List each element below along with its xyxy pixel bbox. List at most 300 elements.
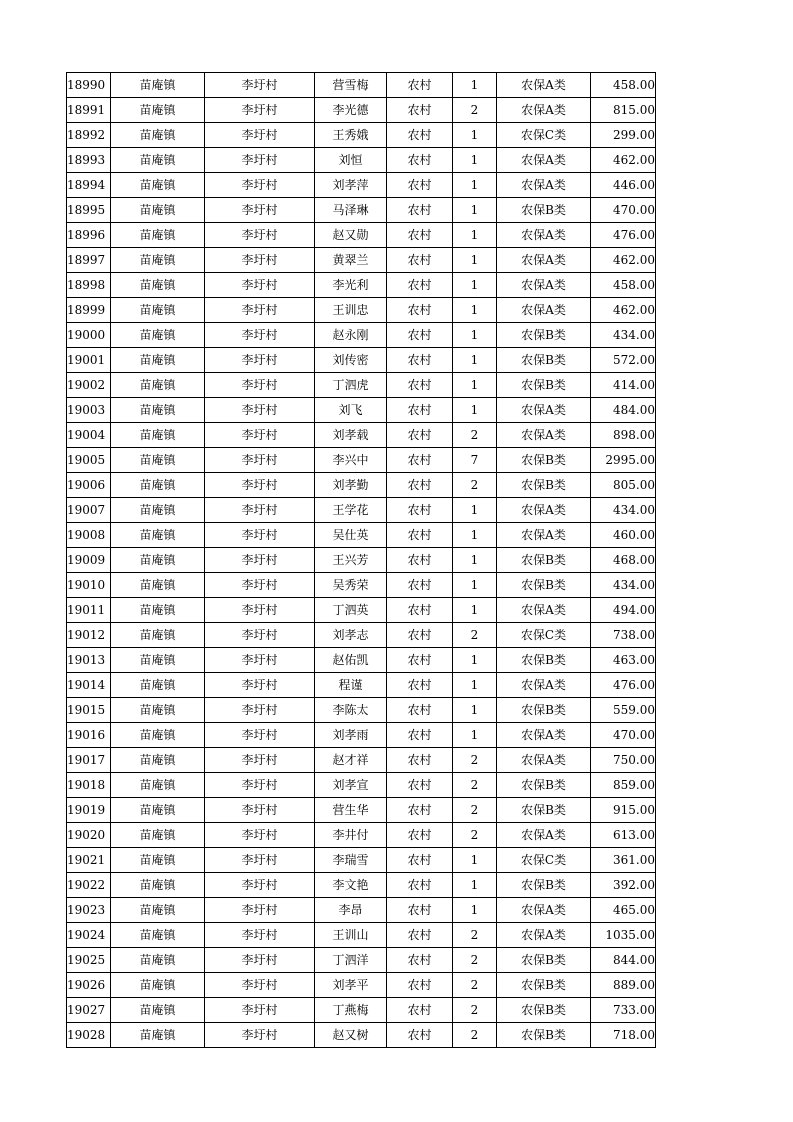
person-name-cell: 刘孝宣 — [315, 773, 387, 798]
household-type-cell: 农村 — [387, 873, 453, 898]
record-id-cell: 19001 — [67, 348, 111, 373]
person-name-cell: 赵才祥 — [315, 748, 387, 773]
person-name-cell: 刘孝志 — [315, 623, 387, 648]
table-row — [67, 773, 656, 798]
amount-cell: 898.00 — [591, 423, 656, 448]
village-cell: 李圩村 — [205, 748, 315, 773]
town-cell: 苗庵镇 — [111, 648, 205, 673]
household-type-cell: 农村 — [387, 798, 453, 823]
amount-cell: 844.00 — [591, 948, 656, 973]
town-cell: 苗庵镇 — [111, 248, 205, 273]
household-type-cell: 农村 — [387, 973, 453, 998]
town-cell: 苗庵镇 — [111, 348, 205, 373]
village-cell: 李圩村 — [205, 123, 315, 148]
record-id-cell: 18998 — [67, 273, 111, 298]
person-count-cell: 1 — [453, 648, 497, 673]
village-cell: 李圩村 — [205, 373, 315, 398]
village-cell: 李圩村 — [205, 498, 315, 523]
table-row — [67, 998, 656, 1023]
person-count-cell: 1 — [453, 273, 497, 298]
town-cell: 苗庵镇 — [111, 448, 205, 473]
person-name-cell: 刘传密 — [315, 348, 387, 373]
household-type-cell: 农村 — [387, 223, 453, 248]
record-id-cell: 19020 — [67, 823, 111, 848]
insurance-category-cell: 农保A类 — [497, 148, 591, 173]
record-id-cell: 19016 — [67, 723, 111, 748]
person-name-cell: 李陈太 — [315, 698, 387, 723]
person-name-cell: 李文艳 — [315, 873, 387, 898]
person-name-cell: 丁燕梅 — [315, 998, 387, 1023]
insurance-category-cell: 农保B类 — [497, 698, 591, 723]
insurance-category-cell: 农保B类 — [497, 323, 591, 348]
insurance-category-cell: 农保A类 — [497, 398, 591, 423]
record-id-cell: 19026 — [67, 973, 111, 998]
town-cell: 苗庵镇 — [111, 273, 205, 298]
household-type-cell: 农村 — [387, 123, 453, 148]
person-name-cell: 王学花 — [315, 498, 387, 523]
village-cell: 李圩村 — [205, 298, 315, 323]
household-type-cell: 农村 — [387, 573, 453, 598]
household-type-cell: 农村 — [387, 823, 453, 848]
household-type-cell: 农村 — [387, 473, 453, 498]
town-cell: 苗庵镇 — [111, 73, 205, 98]
person-count-cell: 2 — [453, 998, 497, 1023]
table-row — [67, 573, 656, 598]
person-count-cell: 1 — [453, 898, 497, 923]
town-cell: 苗庵镇 — [111, 173, 205, 198]
insurance-category-cell: 农保B类 — [497, 573, 591, 598]
person-name-cell: 李兴中 — [315, 448, 387, 473]
record-id-cell: 18996 — [67, 223, 111, 248]
table-row — [67, 873, 656, 898]
person-name-cell: 王秀娥 — [315, 123, 387, 148]
person-name-cell: 李昂 — [315, 898, 387, 923]
person-name-cell: 王训忠 — [315, 298, 387, 323]
town-cell: 苗庵镇 — [111, 673, 205, 698]
amount-cell: 559.00 — [591, 698, 656, 723]
household-type-cell: 农村 — [387, 398, 453, 423]
person-count-cell: 1 — [453, 848, 497, 873]
person-count-cell: 2 — [453, 798, 497, 823]
person-count-cell: 2 — [453, 823, 497, 848]
insurance-category-cell: 农保B类 — [497, 948, 591, 973]
insurance-category-cell: 农保C类 — [497, 123, 591, 148]
town-cell: 苗庵镇 — [111, 998, 205, 1023]
person-count-cell: 1 — [453, 548, 497, 573]
household-type-cell: 农村 — [387, 423, 453, 448]
person-count-cell: 1 — [453, 198, 497, 223]
person-name-cell: 赵永刚 — [315, 323, 387, 348]
household-type-cell: 农村 — [387, 448, 453, 473]
amount-cell: 2995.00 — [591, 448, 656, 473]
person-count-cell: 1 — [453, 323, 497, 348]
table-row — [67, 173, 656, 198]
person-count-cell: 1 — [453, 598, 497, 623]
person-name-cell: 黄翠兰 — [315, 248, 387, 273]
person-name-cell: 营雪梅 — [315, 73, 387, 98]
village-cell: 李圩村 — [205, 1023, 315, 1048]
record-id-cell: 19010 — [67, 573, 111, 598]
amount-cell: 462.00 — [591, 298, 656, 323]
person-name-cell: 马泽琳 — [315, 198, 387, 223]
insurance-category-cell: 农保A类 — [497, 248, 591, 273]
record-id-cell: 19007 — [67, 498, 111, 523]
amount-cell: 750.00 — [591, 748, 656, 773]
household-type-cell: 农村 — [387, 98, 453, 123]
village-cell: 李圩村 — [205, 523, 315, 548]
person-count-cell: 1 — [453, 373, 497, 398]
town-cell: 苗庵镇 — [111, 223, 205, 248]
person-name-cell: 吴秀荣 — [315, 573, 387, 598]
village-cell: 李圩村 — [205, 898, 315, 923]
town-cell: 苗庵镇 — [111, 323, 205, 348]
record-id-cell: 19023 — [67, 898, 111, 923]
person-name-cell: 赵又勋 — [315, 223, 387, 248]
village-cell: 李圩村 — [205, 473, 315, 498]
table-row — [67, 123, 656, 148]
amount-cell: 414.00 — [591, 373, 656, 398]
village-cell: 李圩村 — [205, 848, 315, 873]
household-type-cell: 农村 — [387, 948, 453, 973]
village-cell: 李圩村 — [205, 948, 315, 973]
person-count-cell: 2 — [453, 473, 497, 498]
insurance-category-cell: 农保B类 — [497, 648, 591, 673]
insurance-category-cell: 农保A类 — [497, 748, 591, 773]
village-cell: 李圩村 — [205, 423, 315, 448]
village-cell: 李圩村 — [205, 323, 315, 348]
record-id-cell: 19002 — [67, 373, 111, 398]
amount-cell: 1035.00 — [591, 923, 656, 948]
person-count-cell: 2 — [453, 973, 497, 998]
household-type-cell: 农村 — [387, 673, 453, 698]
town-cell: 苗庵镇 — [111, 898, 205, 923]
record-id-cell: 18995 — [67, 198, 111, 223]
person-name-cell: 李瑞雪 — [315, 848, 387, 873]
table-row — [67, 448, 656, 473]
village-cell: 李圩村 — [205, 873, 315, 898]
person-name-cell: 营生华 — [315, 798, 387, 823]
village-cell: 李圩村 — [205, 548, 315, 573]
insurance-category-cell: 农保A类 — [497, 523, 591, 548]
record-id-cell: 19006 — [67, 473, 111, 498]
amount-cell: 613.00 — [591, 823, 656, 848]
insurance-category-cell: 农保A类 — [497, 923, 591, 948]
insurance-category-cell: 农保C类 — [497, 848, 591, 873]
record-id-cell: 19017 — [67, 748, 111, 773]
amount-cell: 458.00 — [591, 73, 656, 98]
insurance-category-cell: 农保A类 — [497, 73, 591, 98]
person-name-cell: 刘恒 — [315, 148, 387, 173]
amount-cell: 465.00 — [591, 898, 656, 923]
insurance-category-cell: 农保A类 — [497, 223, 591, 248]
village-cell: 李圩村 — [205, 723, 315, 748]
person-name-cell: 吴仕英 — [315, 523, 387, 548]
town-cell: 苗庵镇 — [111, 123, 205, 148]
record-id-cell: 18999 — [67, 298, 111, 323]
person-name-cell: 刘孝萍 — [315, 173, 387, 198]
household-type-cell: 农村 — [387, 73, 453, 98]
person-count-cell: 1 — [453, 148, 497, 173]
amount-cell: 738.00 — [591, 623, 656, 648]
town-cell: 苗庵镇 — [111, 373, 205, 398]
village-cell: 李圩村 — [205, 348, 315, 373]
person-count-cell: 1 — [453, 673, 497, 698]
record-id-cell: 19015 — [67, 698, 111, 723]
insurance-category-cell: 农保A类 — [497, 298, 591, 323]
amount-cell: 733.00 — [591, 998, 656, 1023]
insurance-category-cell: 农保B类 — [497, 773, 591, 798]
table-row — [67, 623, 656, 648]
town-cell: 苗庵镇 — [111, 398, 205, 423]
table-row — [67, 73, 656, 98]
town-cell: 苗庵镇 — [111, 748, 205, 773]
amount-cell: 434.00 — [591, 323, 656, 348]
amount-cell: 468.00 — [591, 548, 656, 573]
town-cell: 苗庵镇 — [111, 923, 205, 948]
village-cell: 李圩村 — [205, 398, 315, 423]
household-type-cell: 农村 — [387, 373, 453, 398]
person-count-cell: 1 — [453, 498, 497, 523]
table-row — [67, 398, 656, 423]
household-type-cell: 农村 — [387, 723, 453, 748]
table-row — [67, 798, 656, 823]
insurance-category-cell: 农保A类 — [497, 598, 591, 623]
household-type-cell: 农村 — [387, 623, 453, 648]
town-cell: 苗庵镇 — [111, 723, 205, 748]
household-type-cell: 农村 — [387, 523, 453, 548]
table-row — [67, 298, 656, 323]
table-row — [67, 848, 656, 873]
record-id-cell: 19011 — [67, 598, 111, 623]
household-type-cell: 农村 — [387, 548, 453, 573]
amount-cell: 446.00 — [591, 173, 656, 198]
village-cell: 李圩村 — [205, 798, 315, 823]
person-count-cell: 1 — [453, 248, 497, 273]
person-name-cell: 丁泗虎 — [315, 373, 387, 398]
insurance-category-cell: 农保B类 — [497, 798, 591, 823]
town-cell: 苗庵镇 — [111, 823, 205, 848]
household-type-cell: 农村 — [387, 748, 453, 773]
table-row — [67, 598, 656, 623]
person-count-cell: 1 — [453, 698, 497, 723]
amount-cell: 889.00 — [591, 973, 656, 998]
amount-cell: 460.00 — [591, 523, 656, 548]
record-id-cell: 19025 — [67, 948, 111, 973]
town-cell: 苗庵镇 — [111, 198, 205, 223]
household-type-cell: 农村 — [387, 1023, 453, 1048]
table-row — [67, 1023, 656, 1048]
town-cell: 苗庵镇 — [111, 98, 205, 123]
town-cell: 苗庵镇 — [111, 873, 205, 898]
table-row — [67, 273, 656, 298]
town-cell: 苗庵镇 — [111, 148, 205, 173]
insurance-category-cell: 农保C类 — [497, 623, 591, 648]
person-count-cell: 1 — [453, 298, 497, 323]
town-cell: 苗庵镇 — [111, 973, 205, 998]
village-cell: 李圩村 — [205, 998, 315, 1023]
person-count-cell: 2 — [453, 623, 497, 648]
town-cell: 苗庵镇 — [111, 598, 205, 623]
village-cell: 李圩村 — [205, 573, 315, 598]
amount-cell: 299.00 — [591, 123, 656, 148]
household-type-cell: 农村 — [387, 773, 453, 798]
amount-cell: 361.00 — [591, 848, 656, 873]
household-type-cell: 农村 — [387, 923, 453, 948]
insurance-category-cell: 农保B类 — [497, 1023, 591, 1048]
table-row — [67, 723, 656, 748]
table-row — [67, 198, 656, 223]
household-type-cell: 农村 — [387, 598, 453, 623]
table-row — [67, 923, 656, 948]
person-name-cell: 赵又树 — [315, 1023, 387, 1048]
town-cell: 苗庵镇 — [111, 798, 205, 823]
person-name-cell: 程谨 — [315, 673, 387, 698]
person-name-cell: 刘孝载 — [315, 423, 387, 448]
insurance-category-cell: 农保B类 — [497, 973, 591, 998]
person-name-cell: 刘孝勤 — [315, 473, 387, 498]
record-id-cell: 19003 — [67, 398, 111, 423]
amount-cell: 458.00 — [591, 273, 656, 298]
person-count-cell: 2 — [453, 773, 497, 798]
town-cell: 苗庵镇 — [111, 948, 205, 973]
table-row — [67, 498, 656, 523]
record-id-cell: 18997 — [67, 248, 111, 273]
table-row — [67, 948, 656, 973]
table-row — [67, 473, 656, 498]
person-name-cell: 刘孝平 — [315, 973, 387, 998]
town-cell: 苗庵镇 — [111, 548, 205, 573]
person-count-cell: 1 — [453, 173, 497, 198]
record-id-cell: 19027 — [67, 998, 111, 1023]
person-name-cell: 丁泗洋 — [315, 948, 387, 973]
table-row — [67, 973, 656, 998]
household-type-cell: 农村 — [387, 198, 453, 223]
village-cell: 李圩村 — [205, 73, 315, 98]
table-row — [67, 698, 656, 723]
table-row — [67, 523, 656, 548]
record-id-cell: 19000 — [67, 323, 111, 348]
amount-cell: 434.00 — [591, 498, 656, 523]
table-row — [67, 673, 656, 698]
amount-cell: 392.00 — [591, 873, 656, 898]
table-row — [67, 98, 656, 123]
amount-cell: 462.00 — [591, 248, 656, 273]
amount-cell: 470.00 — [591, 198, 656, 223]
record-id-cell: 18993 — [67, 148, 111, 173]
record-id-cell: 19012 — [67, 623, 111, 648]
amount-cell: 859.00 — [591, 773, 656, 798]
record-id-cell: 19028 — [67, 1023, 111, 1048]
person-name-cell: 丁泗英 — [315, 598, 387, 623]
household-type-cell: 农村 — [387, 148, 453, 173]
table-row — [67, 148, 656, 173]
person-count-cell: 1 — [453, 123, 497, 148]
person-name-cell: 王兴芳 — [315, 548, 387, 573]
record-id-cell: 19004 — [67, 423, 111, 448]
person-count-cell: 2 — [453, 98, 497, 123]
household-type-cell: 农村 — [387, 498, 453, 523]
records-table — [66, 72, 656, 1048]
insurance-category-cell: 农保B类 — [497, 473, 591, 498]
table-row — [67, 748, 656, 773]
person-count-cell: 1 — [453, 398, 497, 423]
insurance-category-cell: 农保A类 — [497, 673, 591, 698]
table-row — [67, 648, 656, 673]
amount-cell: 815.00 — [591, 98, 656, 123]
town-cell: 苗庵镇 — [111, 623, 205, 648]
town-cell: 苗庵镇 — [111, 573, 205, 598]
village-cell: 李圩村 — [205, 823, 315, 848]
record-id-cell: 19019 — [67, 798, 111, 823]
village-cell: 李圩村 — [205, 98, 315, 123]
record-id-cell: 18991 — [67, 98, 111, 123]
record-id-cell: 19021 — [67, 848, 111, 873]
person-name-cell: 赵佑凯 — [315, 648, 387, 673]
person-name-cell: 刘飞 — [315, 398, 387, 423]
amount-cell: 805.00 — [591, 473, 656, 498]
amount-cell: 463.00 — [591, 648, 656, 673]
town-cell: 苗庵镇 — [111, 473, 205, 498]
village-cell: 李圩村 — [205, 673, 315, 698]
insurance-category-cell: 农保A类 — [497, 273, 591, 298]
amount-cell: 476.00 — [591, 223, 656, 248]
record-id-cell: 19022 — [67, 873, 111, 898]
amount-cell: 476.00 — [591, 673, 656, 698]
table-row — [67, 423, 656, 448]
person-count-cell: 2 — [453, 748, 497, 773]
table-row — [67, 548, 656, 573]
town-cell: 苗庵镇 — [111, 523, 205, 548]
insurance-category-cell: 农保B类 — [497, 348, 591, 373]
village-cell: 李圩村 — [205, 623, 315, 648]
record-id-cell: 19008 — [67, 523, 111, 548]
amount-cell: 434.00 — [591, 573, 656, 598]
person-count-cell: 2 — [453, 948, 497, 973]
household-type-cell: 农村 — [387, 848, 453, 873]
person-count-cell: 2 — [453, 923, 497, 948]
insurance-category-cell: 农保A类 — [497, 173, 591, 198]
village-cell: 李圩村 — [205, 248, 315, 273]
record-id-cell: 18990 — [67, 73, 111, 98]
person-name-cell: 李光利 — [315, 273, 387, 298]
person-count-cell: 1 — [453, 348, 497, 373]
household-type-cell: 农村 — [387, 348, 453, 373]
insurance-category-cell: 农保A类 — [497, 898, 591, 923]
household-type-cell: 农村 — [387, 273, 453, 298]
town-cell: 苗庵镇 — [111, 423, 205, 448]
amount-cell: 494.00 — [591, 598, 656, 623]
village-cell: 李圩村 — [205, 148, 315, 173]
insurance-category-cell: 农保A类 — [497, 423, 591, 448]
amount-cell: 484.00 — [591, 398, 656, 423]
village-cell: 李圩村 — [205, 448, 315, 473]
town-cell: 苗庵镇 — [111, 1023, 205, 1048]
town-cell: 苗庵镇 — [111, 848, 205, 873]
town-cell: 苗庵镇 — [111, 498, 205, 523]
household-type-cell: 农村 — [387, 323, 453, 348]
village-cell: 李圩村 — [205, 773, 315, 798]
amount-cell: 572.00 — [591, 348, 656, 373]
insurance-category-cell: 农保B类 — [497, 373, 591, 398]
insurance-category-cell: 农保A类 — [497, 823, 591, 848]
village-cell: 李圩村 — [205, 223, 315, 248]
person-count-cell: 1 — [453, 573, 497, 598]
table-row — [67, 898, 656, 923]
person-count-cell: 2 — [453, 423, 497, 448]
table-row — [67, 223, 656, 248]
village-cell: 李圩村 — [205, 923, 315, 948]
record-id-cell: 19014 — [67, 673, 111, 698]
